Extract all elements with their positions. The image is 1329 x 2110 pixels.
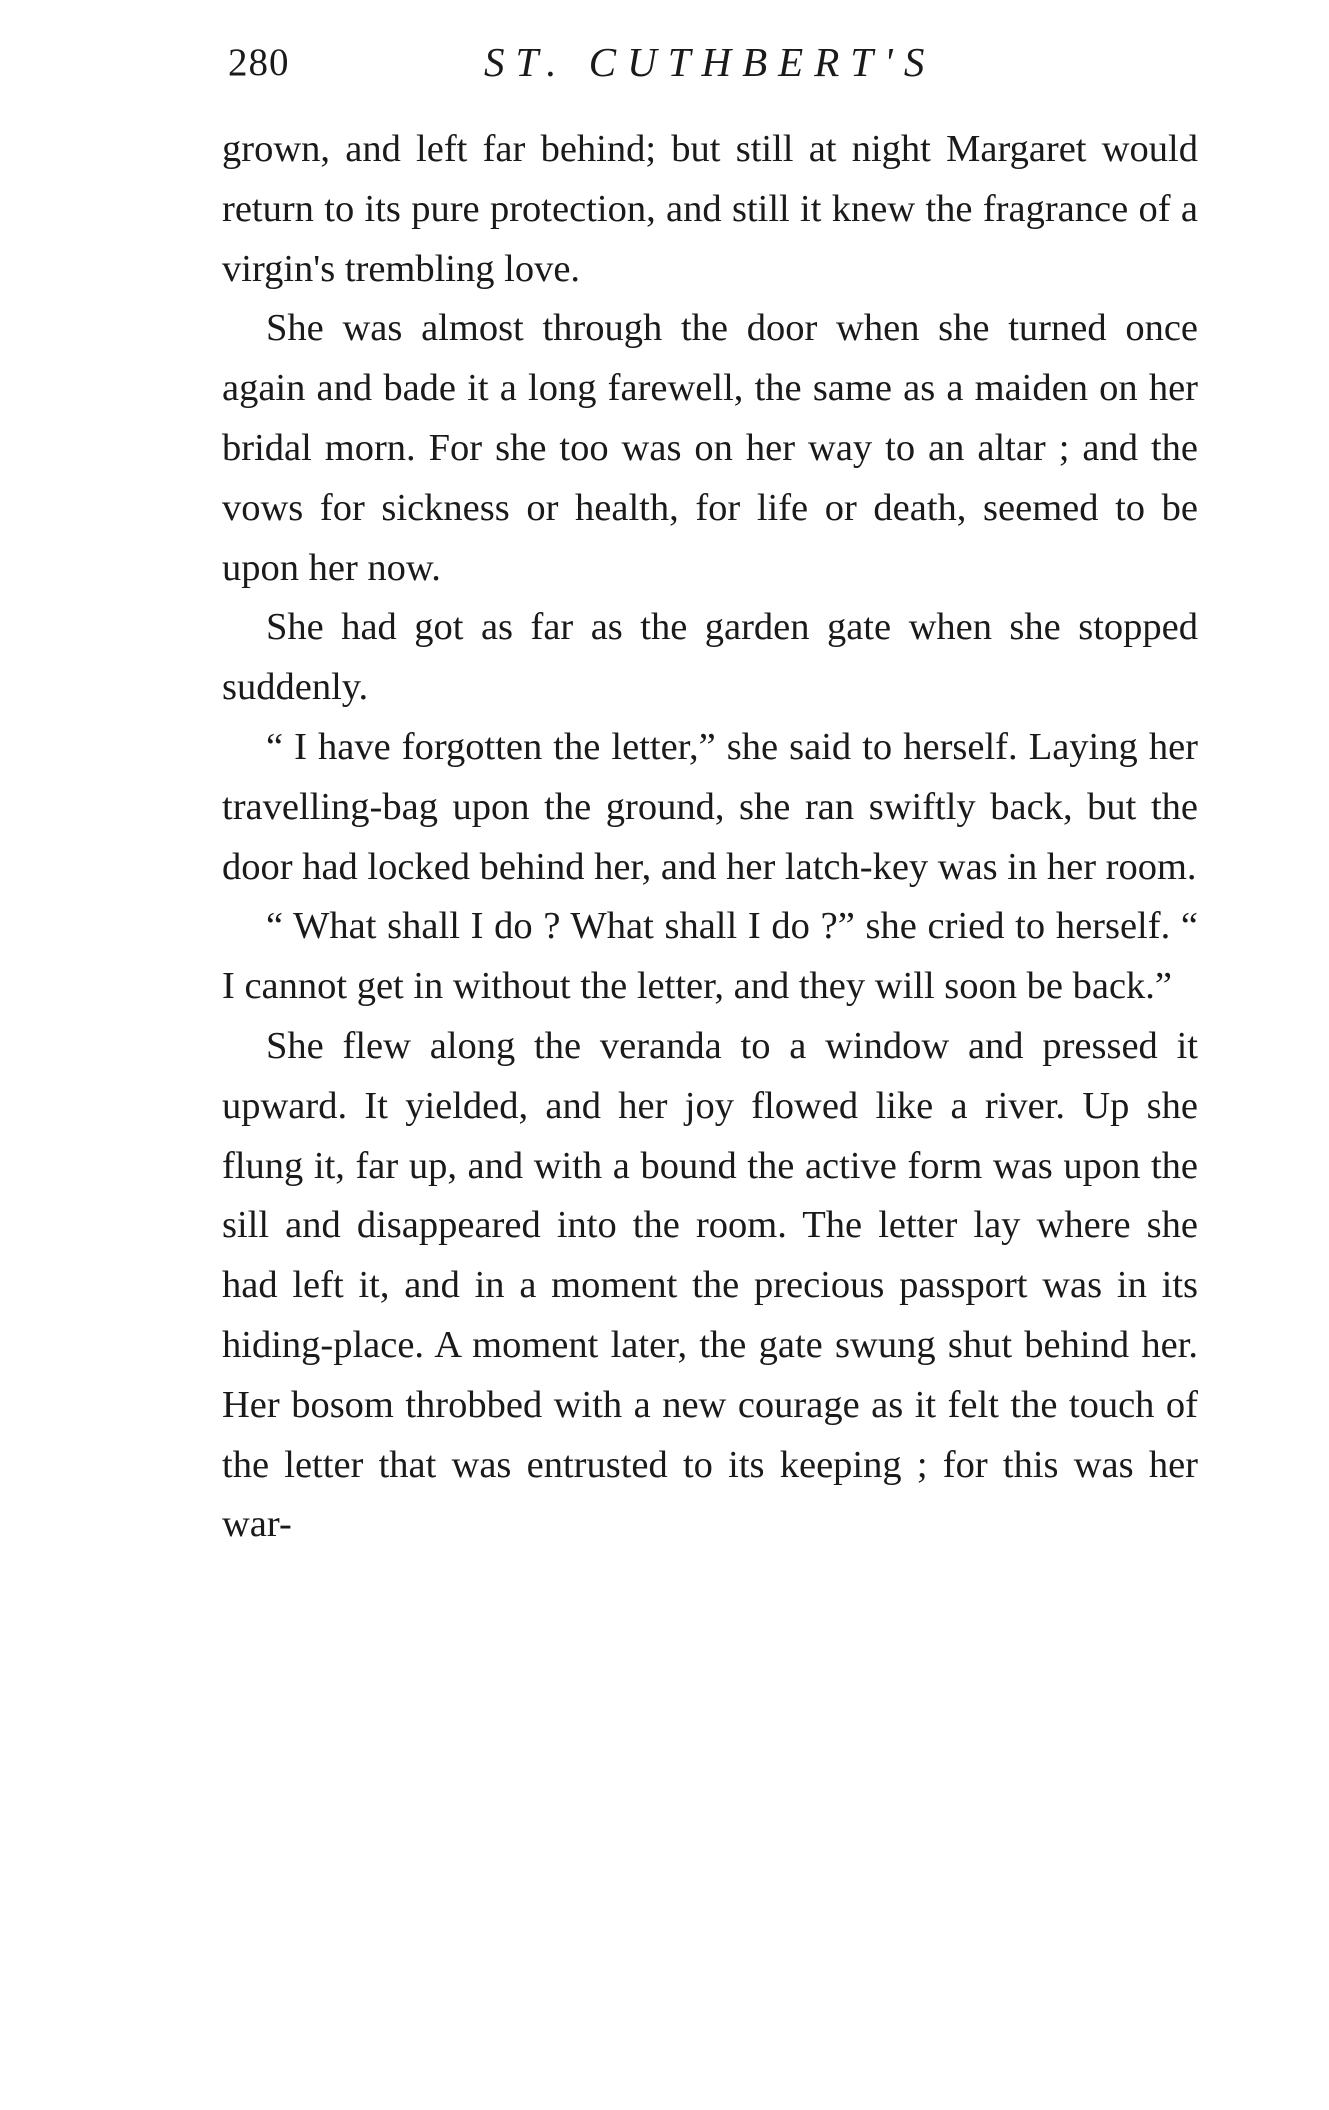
page-header: [222, 32, 1202, 92]
paragraph-farewell: She was almost through the door when she turned once again and bade it a long farewell, the same as a maiden on her bridal morn. For she too was on her way to an altar ; and the vows for sickness or health, for life or death, seemed to be upon her now.: [222, 307, 1198, 589]
paragraph-forgotten-letter: “ I have forgotten the letter,” she said to herself. Laying her travelling-bag upon the ground, she ran swiftly back, but the door had locked behind her, and her latch-key was in her room.: [222, 725, 1198, 888]
paragraph-what-shall-i-do: “ What shall I do ? What shall I do ?” she cried to herself. “ I cannot get in without the letter, and they will soon be back.”: [222, 905, 1198, 1008]
paragraph-continuation: grown, and left far behind; but still at night Margaret would return to its pure protection, and still it knew the fragrance of a virgin's trembling love.: [222, 128, 1198, 290]
body-text: [222, 120, 1198, 1555]
paragraph-window: She flew along the veranda to a window and pressed it upward. It yielded, and her joy flowed like a river. Up she flung it, far up, and with a bound the active form was upon the sill and disappeared into the room. The letter lay where she had left it, and in a moment the precious passport was in its hiding-place. A moment later, the gate swung shut behind her. Her bosom throbbed with a new courage as it felt the touch of the letter that was entrusted to its keeping ; for this was her war-: [222, 1024, 1198, 1546]
running-title: ST. CUTHBERT'S: [484, 39, 936, 85]
paragraph-garden-gate: She had got as far as the garden gate when she stopped suddenly.: [222, 606, 1198, 709]
page-number: 280: [228, 41, 290, 84]
